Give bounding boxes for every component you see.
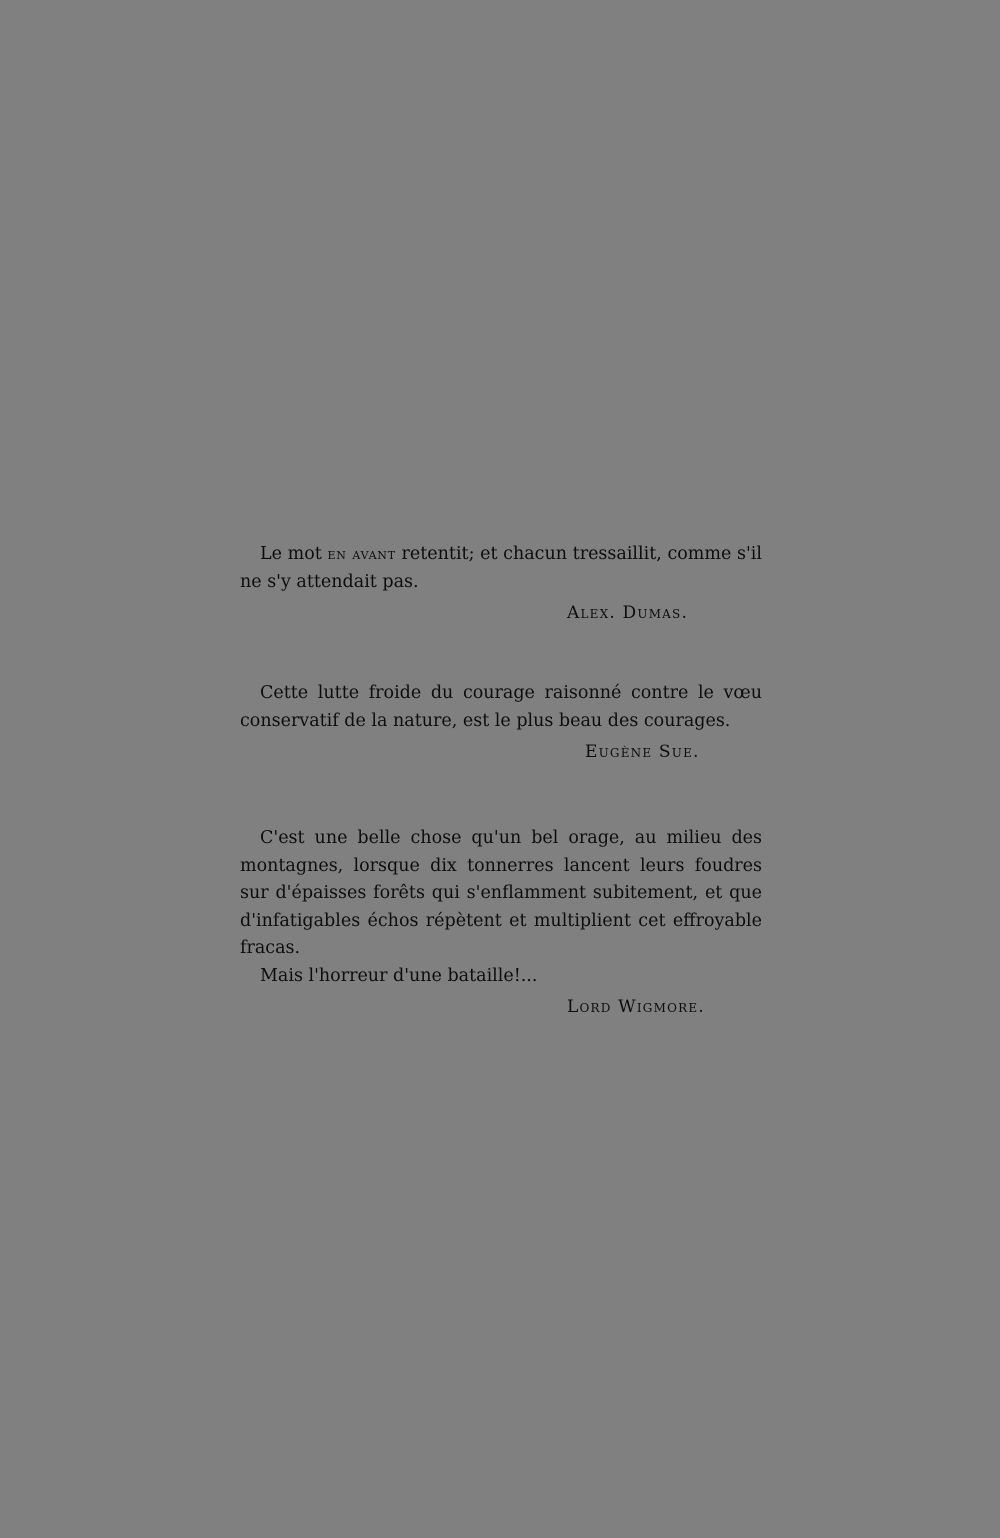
epigraph-text-start: Le mot xyxy=(260,544,328,564)
epigraph-sue xyxy=(240,680,762,767)
epigraph-text-continued: Mais l'horreur d'une bataille!... xyxy=(260,965,538,986)
epigraph-text-end: retentit; et chacun tressaillit, comme s'il ne s'y attendait pas. xyxy=(240,544,762,592)
epigraph-author: Eugène Sue. xyxy=(585,742,700,762)
epigraph-dumas xyxy=(240,541,762,628)
epigraph-text xyxy=(240,541,762,596)
epigraph-emphasis: en avant xyxy=(327,545,396,563)
epigraph-wigmore xyxy=(240,825,762,1022)
epigraph-text: Cette lutte froide du courage raisonné contre le vœu conservatif de la nature, est le plus beau des courages. xyxy=(240,683,762,731)
epigraph-author: Lord Wigmore. xyxy=(567,997,705,1017)
epigraph-author: Alex. Dumas. xyxy=(567,603,689,623)
epigraph-text: C'est une belle chose qu'un bel orage, au milieu des montagnes, lorsque dix tonnerres lancent leurs foudres sur d'épaisses forêts qui s'enflamment subitement, et que d'infatigables échos répètent et multiplient cet effroyable fracas. xyxy=(240,828,762,958)
